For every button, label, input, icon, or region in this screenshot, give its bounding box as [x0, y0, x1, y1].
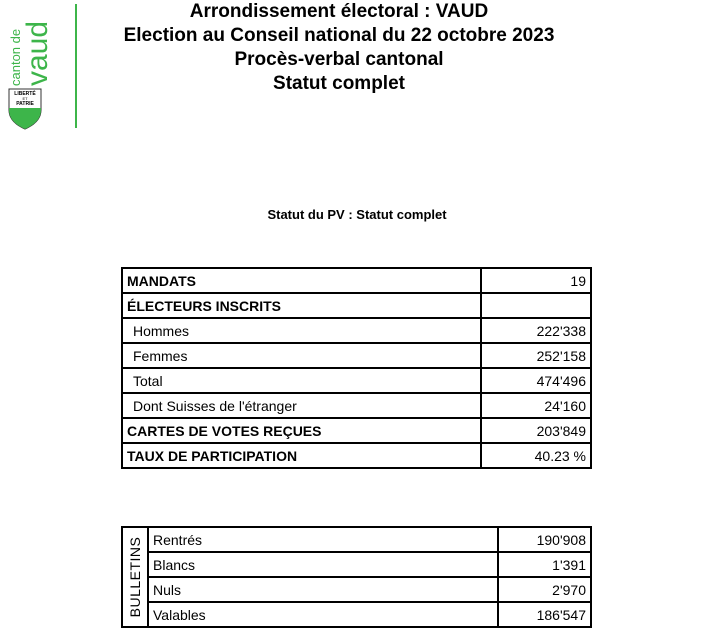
row-value: 1'391 — [498, 552, 591, 577]
canton-vaud-logo — [6, 2, 54, 130]
row-label: TAUX DE PARTICIPATION — [122, 443, 481, 468]
logo-line2: vaud — [21, 20, 54, 86]
row-value: 222'338 — [481, 318, 591, 343]
shield-icon — [8, 88, 42, 130]
table-row — [122, 293, 591, 318]
summary-table — [121, 267, 592, 469]
table-row — [122, 368, 591, 393]
table-row — [122, 527, 591, 552]
row-label: CARTES DE VOTES REÇUES — [122, 418, 481, 443]
row-label: ÉLECTEURS INSCRITS — [122, 293, 481, 318]
table-row — [122, 552, 591, 577]
table-row — [122, 418, 591, 443]
row-label: Dont Suisses de l'étranger — [122, 393, 481, 418]
row-label: Hommes — [122, 318, 481, 343]
ballots-table — [121, 526, 592, 628]
row-value: 24'160 — [481, 393, 591, 418]
header-status: Statut complet — [273, 73, 405, 94]
ballots-side-label: BULLETINS — [127, 536, 143, 618]
table-row — [122, 318, 591, 343]
table-row — [122, 602, 591, 627]
table-row — [122, 343, 591, 368]
logo-wordmark — [6, 2, 54, 88]
row-value: 252'158 — [481, 343, 591, 368]
row-label: Femmes — [122, 343, 481, 368]
row-value: 2'970 — [498, 577, 591, 602]
row-value: 40.23 % — [481, 443, 591, 468]
ballots-side-header — [122, 527, 148, 627]
row-value: 19 — [481, 268, 591, 293]
header-divider — [75, 4, 77, 128]
row-value — [481, 293, 591, 318]
row-label: Valables — [148, 602, 498, 627]
row-label: Blancs — [148, 552, 498, 577]
table-row — [122, 393, 591, 418]
header-report-type: Procès-verbal cantonal — [234, 49, 444, 70]
header-election: Election au Conseil national du 22 octobre 2023 — [123, 25, 555, 46]
table-row — [122, 577, 591, 602]
logo-line1: canton de — [8, 28, 23, 86]
motto-line1: LIBERTÉ — [14, 91, 36, 97]
row-label: Total — [122, 368, 481, 393]
table-row — [122, 268, 591, 293]
row-value: 474'496 — [481, 368, 591, 393]
header-district: Arrondissement électoral : VAUD — [189, 1, 489, 22]
motto-line3: PATRIE — [16, 101, 34, 107]
row-label: Rentrés — [148, 527, 498, 552]
row-value: 186'547 — [498, 602, 591, 627]
row-label: Nuls — [148, 577, 498, 602]
pv-status: Statut du PV : Statut complet — [267, 207, 447, 222]
row-label: MANDATS — [122, 268, 481, 293]
row-value: 203'849 — [481, 418, 591, 443]
table-row — [122, 443, 591, 468]
row-value: 190'908 — [498, 527, 591, 552]
motto-line2: ET — [22, 96, 28, 101]
document-header — [100, 0, 578, 96]
